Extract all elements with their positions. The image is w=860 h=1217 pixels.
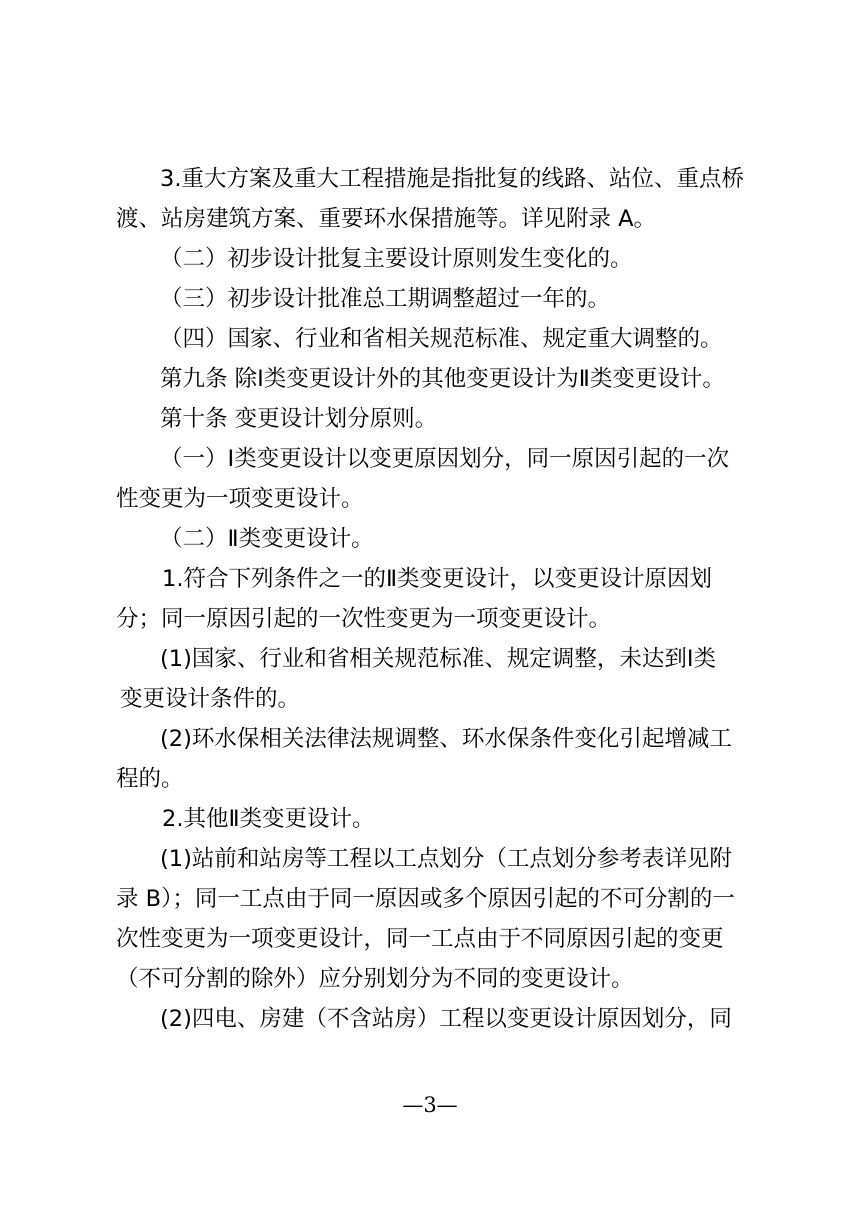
text-line: (1)站前和站房等工程以工点划分（工点划分参考表详见附 [160,846,732,872]
text-line: 2.其他Ⅱ类变更设计。 [162,806,375,832]
text-line: （二）初步设计批复主要设计原则发生变化的。 [160,246,633,272]
text-line: （四）国家、行业和省相关规范标准、规定重大调整的。 [160,326,723,352]
article-heading: 第九条 除Ⅰ类变更设计外的其他变更设计为Ⅱ类变更设计。 [160,366,725,392]
text-line: (2)环水保相关法律法规调整、环水保条件变化引起增减工 [160,726,732,752]
text-line: 录 B）；同一工点由于同一原因或多个原因引起的不可分割的一 [116,886,735,912]
text-line: 次性变更为一项变更设计，同一工点由于不同原因引起的变更 [116,926,724,952]
page-number: —3— [402,1093,458,1117]
text-line: 程的。 [116,766,184,792]
text-line: （不可分割的除外）应分别划分为不同的变更设计。 [116,966,634,992]
text-line: (1)国家、行业和省相关规范标准、规定调整，未达到Ⅰ类 [160,646,717,672]
text-line: （三）初步设计批准总工期调整超过一年的。 [160,286,611,312]
text-line: 1.符合下列条件之一的Ⅱ类变更设计，以变更设计原因划 [162,566,713,592]
text-line: （二）Ⅱ类变更设计。 [160,526,374,552]
text-line: 变更设计条件的。 [120,686,301,712]
text-line: (2)四电、房建（不含站房）工程以变更设计原因划分，同 [160,1006,732,1032]
text-line: 3.重大方案及重大工程措施是指批复的线路、站位、重点桥 [160,166,744,192]
article-heading: 第十条 变更设计划分原则。 [160,406,438,432]
text-line: 渡、站房建筑方案、重要环水保措施等。详见附录 A。 [116,206,657,232]
text-line: （一）Ⅰ类变更设计以变更原因划分，同一原因引起的一次 [160,446,730,472]
text-line: 性变更为一项变更设计。 [116,486,364,512]
text-line: 分；同一原因引起的一次性变更为一项变更设计。 [116,606,612,632]
